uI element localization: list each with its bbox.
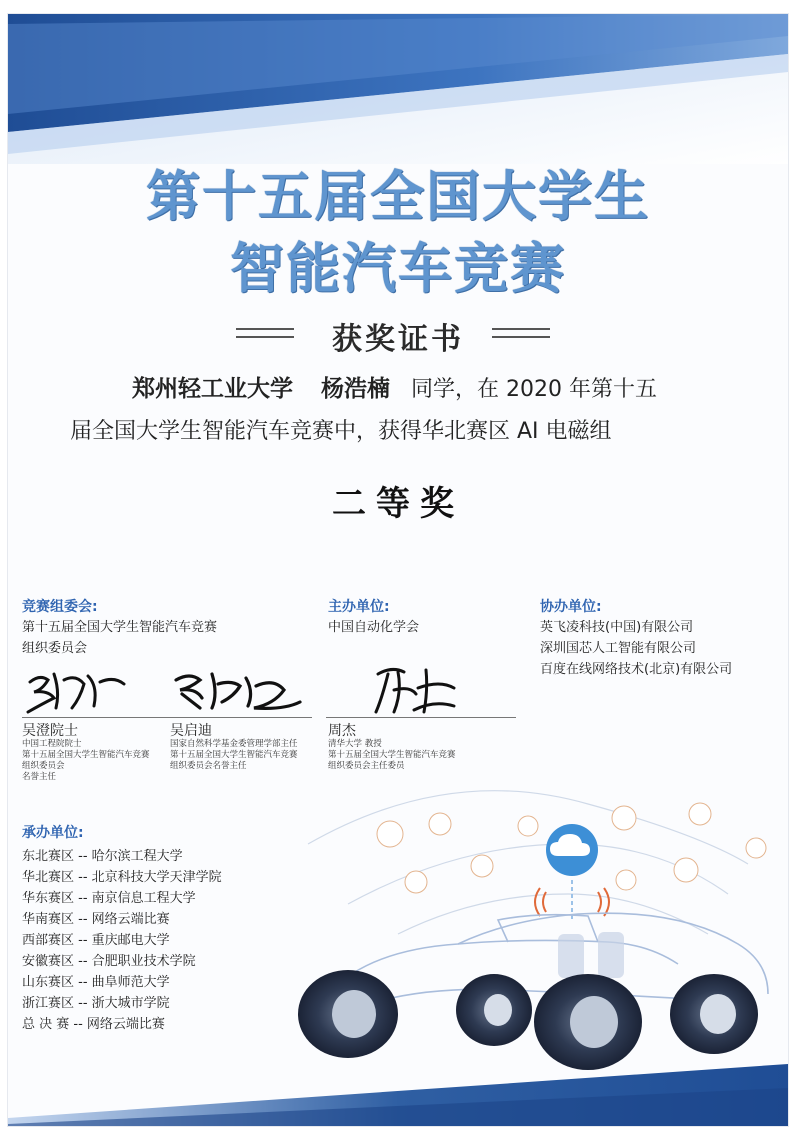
host-label: 主办单位: [328, 599, 390, 615]
organizing-committee-text [22, 617, 217, 659]
signer-notes-zhou-jie [328, 739, 456, 772]
undertaking-row: 华南赛区 -- 网络云端比赛 [22, 912, 170, 927]
top-decorative-band [8, 14, 788, 164]
car-icon [405, 871, 427, 893]
signal-icon [616, 870, 636, 890]
competition-title-line-2: 智能汽车竞赛 [230, 237, 566, 300]
signer-note: 组织委员会名誉主任 [170, 761, 247, 771]
signer-name-wu-qidi: 吴启迪 [170, 723, 212, 739]
signature-line-left [22, 717, 312, 718]
school-name: 郑州轻工业大学 [132, 376, 293, 402]
co-host-org: 百度在线网络技术(北京)有限公司 [540, 662, 733, 677]
signer-name-wu-cheng: 吴澄院士 [22, 723, 78, 739]
student-name: 杨浩楠 [321, 376, 390, 402]
co-host-label: 协办单位: [540, 599, 602, 615]
undertaking-row: 华北赛区 -- 北京科技大学天津学院 [22, 870, 222, 885]
award-text-line-1 [132, 370, 657, 403]
host-org: 中国自动化学会 [328, 620, 420, 635]
undertaking-list [22, 846, 222, 1035]
device-icon [429, 813, 451, 835]
organizing-line: 第十五届全国大学生智能汽车竞赛 [22, 620, 218, 635]
signer-note: 名誉主任 [22, 772, 57, 782]
certificate-page [8, 14, 788, 1126]
wifi-icon [471, 855, 493, 877]
undertaking-row: 安徽赛区 -- 合肥职业技术学院 [22, 954, 196, 969]
signer-note: 组织委员会主任委员 [328, 761, 405, 771]
undertaking-label: 承办单位: [22, 825, 84, 841]
building-icon [612, 806, 636, 830]
signer-note: 第十五届全国大学生智能汽车竞赛 [22, 750, 150, 760]
award-text-suffix: 同学，在 2020 年第十五 [411, 377, 657, 402]
co-host-org: 深圳国芯人工智能有限公司 [540, 641, 697, 656]
award-text-line-2: 届全国大学生智能汽车竞赛中，获得华北赛区 AI 电磁组 [70, 419, 612, 444]
undertaking-row: 东北赛区 -- 哈尔滨工程大学 [22, 849, 183, 864]
signer-note: 清华大学 教授 [328, 739, 382, 749]
signer-name-zhou-jie: 周杰 [328, 723, 356, 739]
competition-title-line-1: 第十五届全国大学生 [146, 165, 650, 228]
co-host-org: 英飞凌科技(中国)有限公司 [540, 620, 694, 635]
award-level: 二等奖 [332, 484, 464, 524]
signer-notes-wu-cheng [22, 739, 150, 783]
undertaking-row: 华东赛区 -- 南京信息工程大学 [22, 891, 196, 906]
bottom-decorative-band [8, 1044, 788, 1126]
organizing-line: 组织委员会 [22, 641, 88, 656]
signer-note: 第十五届全国大学生智能汽车竞赛 [170, 750, 298, 760]
undertaking-row: 浙江赛区 -- 浙大城市学院 [22, 996, 170, 1011]
signature-wu-qidi [168, 664, 308, 714]
undertaking-row: 总 决 赛 -- 网络云端比赛 [22, 1017, 165, 1032]
undertaking-row: 山东赛区 -- 曲阜师范大学 [22, 975, 170, 990]
train-icon [674, 858, 698, 882]
shield-icon [518, 816, 538, 836]
certificate-heading: 获奖证书 [332, 322, 464, 357]
bus-icon [377, 821, 403, 847]
signature-line-middle [326, 717, 516, 718]
co-host-orgs [540, 617, 732, 680]
phone-icon [689, 803, 711, 825]
location-icon [746, 838, 766, 858]
heading-rule-right [492, 328, 550, 338]
signer-note: 组织委员会 [22, 761, 65, 771]
organizing-committee-label: 竞赛组委会: [22, 599, 98, 615]
signer-notes-wu-qidi [170, 739, 298, 772]
undertaking-row: 西部赛区 -- 重庆邮电大学 [22, 933, 170, 948]
signature-zhou-jie [368, 662, 478, 718]
signer-note: 第十五届全国大学生智能汽车竞赛 [328, 750, 456, 760]
connected-car-illustration [268, 774, 788, 1074]
signer-note: 中国工程院院士 [22, 739, 82, 749]
signer-note: 国家自然科学基金委管理学部主任 [170, 739, 298, 749]
signature-wu-cheng [24, 664, 134, 714]
